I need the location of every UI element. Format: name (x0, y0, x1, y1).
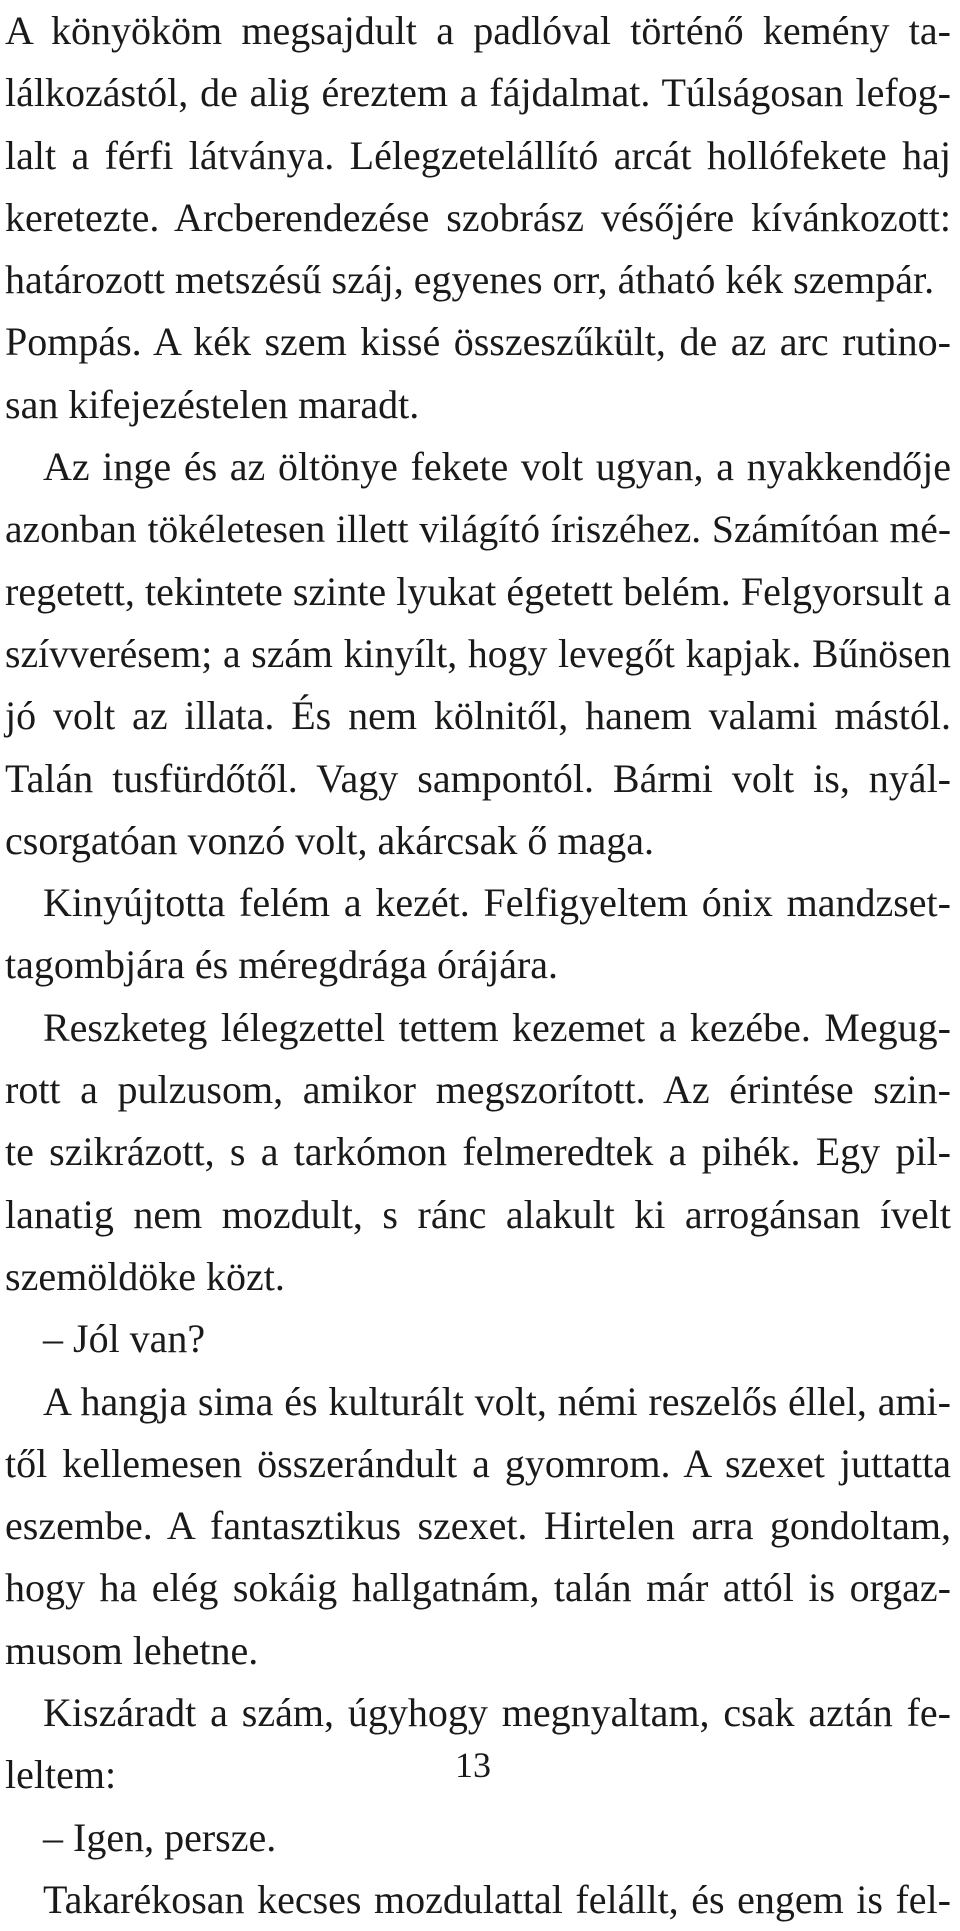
text-line: Reszketeg lélegzettel tettem kezemet a kezébe. Megug- (43, 1004, 951, 1050)
text-line: leltem: (5, 1752, 117, 1798)
page-number: 13 (455, 1745, 491, 1785)
text-line: A könyököm megsajdult a padlóval történő kemény ta- (5, 8, 951, 53)
text-line: – Igen, persze. (43, 1814, 277, 1860)
text-line: szemöldöke közt. (5, 1253, 285, 1299)
text-line: san kifejezéstelen maradt. (5, 381, 420, 427)
text-line: lálkozástól, de alig éreztem a fájdalmat. Túlságosan lefog- (5, 70, 951, 116)
text-line: Pompás. A kék szem kissé összeszűkült, de az arc rutino- (5, 319, 951, 365)
body-text (5, 0, 951, 1931)
text-line: lanatig nem mozdult, s ránc alakult ki arrogánsan ívelt (5, 1191, 951, 1237)
text-line: Kinyújtotta felém a kezét. Felfigyeltem ónix mandzset- (43, 880, 951, 926)
text-line: lalt a férfi látványa. Lélegzetelállító arcát hollófekete haj (5, 132, 951, 178)
text-line: A hangja sima és kulturált volt, némi reszelős éllel, ami- (43, 1378, 951, 1424)
text-line: jó volt az illata. És nem kölnitől, hanem valami mástól. (5, 693, 951, 739)
text-line: azonban tökéletesen illett világító íriszéhez. Számítóan mé- (5, 507, 951, 552)
text-line: határozott metszésű száj, egyenes orr, átható kék szempár. (5, 257, 935, 303)
text-line: Az inge és az öltönye fekete volt ugyan, a nyakkendője (43, 444, 951, 490)
text-line: rott a pulzusom, amikor megszorított. Az érintése szin- (5, 1067, 951, 1113)
text-line: keretezte. Arcberendezése szobrász vésőjére kívánkozott: (5, 194, 951, 240)
text-line: eszembe. A fantasztikus szexet. Hirtelen arra gondoltam, (5, 1503, 951, 1549)
text-line: musom lehetne. (5, 1627, 259, 1673)
text-line: től kellemesen összerándult a gyomrom. A szexet juttatta (5, 1440, 951, 1486)
text-line: te szikrázott, s a tarkómon felmeredtek a pihék. Egy pil- (5, 1129, 951, 1175)
text-line: – Jól van? (43, 1316, 206, 1362)
text-line: tagombjára és méregdrága órájára. (5, 942, 559, 988)
text-line: regetett, tekintete szinte lyukat égetett belém. Felgyorsult a (5, 568, 951, 614)
text-line: Talán tusfürdőtől. Vagy sampontól. Bármi volt is, nyál- (5, 755, 951, 801)
text-line: Kiszáradt a szám, úgyhogy megnyaltam, csak aztán fe- (43, 1690, 951, 1736)
text-line: szívverésem; a szám kinyílt, hogy levegőt kapjak. Bűnösen (5, 631, 951, 676)
text-line: Takarékosan kecses mozdulattal felállt, és engem is fel- (43, 1876, 951, 1922)
text-line: csorgatóan vonzó volt, akárcsak ő maga. (5, 817, 655, 863)
text-line: hogy ha elég sokáig hallgatnám, talán már attól is orgaz- (5, 1565, 951, 1611)
